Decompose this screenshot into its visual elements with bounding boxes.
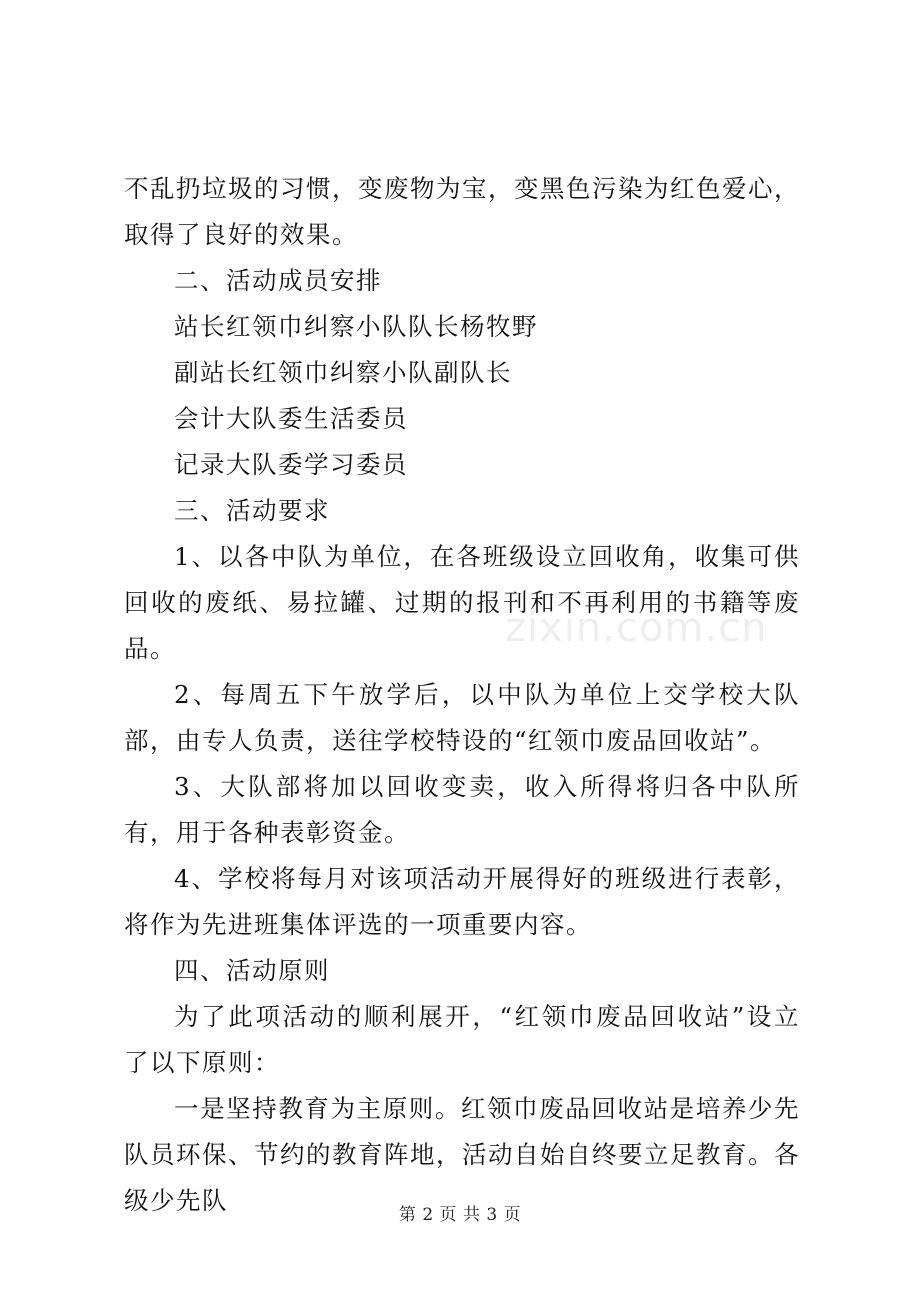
requirement-item-2: 2、每周五下午放学后，以中队为单位上交学校大队部，由专人负责，送往学校特设的“红领巾废品回收站”。 — [124, 680, 800, 755]
paragraph-principle-1: 一是坚持教育为主原则。红领巾废品回收站是培养少先队员环保、节约的教育阵地，活动自始自终要立足教育。各级少先队 — [124, 1094, 800, 1215]
document-body — [124, 166, 800, 1224]
requirement-item-4: 4、学校将每月对该项活动开展得好的班级进行表彰，将作为先进班集体评选的一项重要内容。 — [124, 864, 800, 939]
page-number-footer: 第 2 页 共 3 页 — [398, 1205, 522, 1225]
paragraph-1: 不乱扔垃圾的习惯，变废物为宝，变黑色污染为红色爱心，取得了良好的效果。 — [124, 174, 800, 249]
requirement-item-3: 3、大队部将加以回收变卖，收入所得将归各中队所有，用于各种表彰资金。 — [124, 772, 800, 847]
paragraph-deputy-master: 副站长红领巾纠察小队副队长 — [174, 358, 512, 387]
section-heading-principles: 四、活动原则 — [174, 956, 330, 985]
paragraph-station-master: 站长红领巾纠察小队队长杨牧野 — [174, 312, 538, 341]
paragraph-accountant: 会计大队委生活委员 — [174, 404, 408, 433]
watermark-text: zixin.com.cn — [505, 605, 768, 651]
requirement-item-1: 1、以各中队为单位，在各班级设立回收角，收集可供回收的废纸、易拉罐、过期的报刊和不再利用的书籍等废品。 — [124, 542, 800, 663]
section-heading-members: 二、活动成员安排 — [174, 266, 382, 295]
paragraph-recorder: 记录大队委学习委员 — [174, 450, 408, 479]
section-heading-requirements: 三、活动要求 — [174, 496, 330, 525]
paragraph-principles-intro: 为了此项活动的顺利展开，“红领巾废品回收站”设立了以下原则： — [124, 1002, 800, 1077]
